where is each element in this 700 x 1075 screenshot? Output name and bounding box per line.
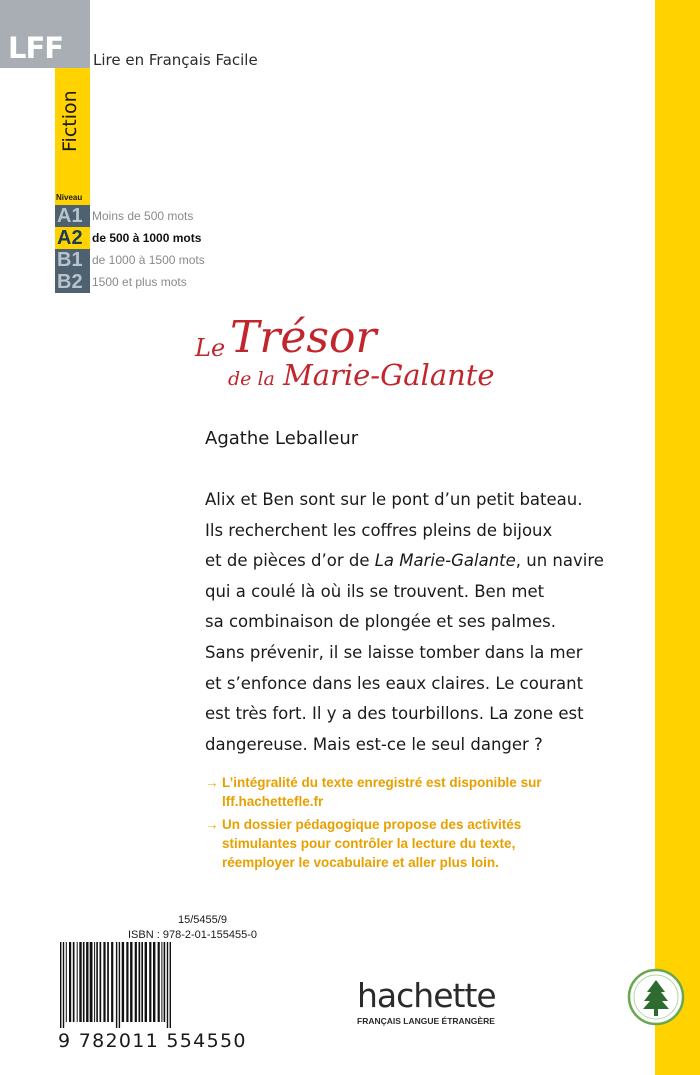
barcode-bar — [111, 942, 113, 1022]
title-main-word: Trésor — [230, 312, 377, 363]
bullet-line: réemployer le vocabulaire et aller plus loin. — [222, 855, 499, 870]
collection-name: Lire en Français Facile — [93, 51, 258, 69]
summary-line-part: et de pièces d’or de — [205, 551, 375, 571]
barcode-bar — [149, 942, 151, 1022]
isbn: ISBN : 978-2-01-155455-0 — [128, 929, 258, 941]
barcode-bar — [141, 942, 143, 1022]
barcode-bar — [167, 942, 168, 1028]
level-description: de 1000 à 1500 mots — [92, 253, 205, 267]
summary-line: est très fort. Il y a des tourbillons. La zone est — [205, 704, 584, 724]
level-code: A2 — [55, 227, 90, 249]
summary-line: dangereuse. Mais est-ce le seul danger ? — [205, 734, 543, 754]
summary-line: Ils recherchent les coffres pleins de bijoux — [205, 520, 553, 540]
barcode-bar — [119, 942, 120, 1028]
barcode-bar — [145, 942, 147, 1022]
barcode — [58, 942, 248, 1027]
barcode-bar — [122, 942, 124, 1022]
barcode-bar — [63, 942, 64, 1028]
barcode-bar — [126, 942, 128, 1022]
bullet-text — [222, 815, 521, 872]
barcode-bar — [96, 942, 98, 1022]
level-description: 1500 et plus mots — [92, 275, 187, 289]
barcode-bar — [153, 942, 155, 1022]
level-code: B2 — [55, 271, 90, 293]
barcode-bars — [58, 942, 248, 1028]
barcode-bar — [69, 942, 71, 1022]
bullet-line: stimulantes pour contrôler la lecture du texte, — [222, 836, 516, 851]
barcode-bar — [66, 942, 67, 1022]
publisher-tagline: FRANÇAIS LANGUE ÉTRANGÈRE — [357, 1016, 495, 1026]
level-description: Moins de 500 mots — [92, 209, 194, 223]
barcode-bar — [100, 942, 102, 1022]
summary-ship-title: La Marie-Galante — [374, 551, 516, 571]
barcode-bar — [161, 942, 162, 1022]
barcode-bar — [139, 942, 141, 1022]
collection-logo-box — [0, 0, 90, 68]
title-article: Le — [195, 334, 226, 362]
barcode-bar — [77, 942, 78, 1022]
barcode-bar — [73, 942, 75, 1022]
barcode-bar — [79, 942, 81, 1022]
author-name: Agathe Leballeur — [205, 428, 359, 449]
barcode-bar — [135, 942, 137, 1022]
barcode-bar — [103, 942, 105, 1022]
bullet-line: Un dossier pédagogique propose des activités — [222, 817, 522, 832]
bullet-link[interactable]: lff.hachettefle.fr — [222, 794, 324, 809]
barcode-bar — [164, 942, 166, 1022]
level-code: B1 — [55, 249, 90, 271]
level-row-b1 — [55, 249, 295, 272]
barcode-bar — [170, 942, 171, 1028]
bullet-text — [222, 773, 542, 811]
level-row-a2 — [55, 227, 295, 250]
barcode-bar — [116, 942, 117, 1028]
level-heading: Niveau — [56, 193, 83, 202]
barcode-bar — [86, 942, 88, 1022]
summary-line: Alix et Ben sont sur le pont d’un petit bateau. — [205, 490, 583, 509]
title-preposition: de la — [228, 368, 275, 390]
barcode-bar — [83, 942, 85, 1022]
barcode-bar — [90, 942, 93, 1022]
level-code: A1 — [55, 205, 90, 227]
summary-line: Sans prévenir, il se laisse tomber dans la mer — [205, 642, 583, 662]
back-cover-summary — [205, 485, 645, 760]
level-description: de 500 à 1000 mots — [92, 231, 202, 245]
summary-line — [205, 546, 645, 577]
level-row-a1 — [55, 205, 295, 228]
publisher-logo: hachette — [357, 976, 496, 1015]
summary-line: qui a coulé là où ils se trouvent. Ben met — [205, 581, 545, 601]
barcode-bar — [94, 942, 95, 1022]
book-codes — [128, 913, 257, 943]
barcode-bar — [130, 942, 132, 1022]
summary-line-part: , un navire — [515, 551, 604, 571]
title-ship-name: Marie-Galante — [283, 358, 495, 392]
collection-logo: LFF — [8, 31, 64, 65]
barcode-bar — [60, 942, 61, 1028]
reference-code: 15/5455/9 — [178, 914, 227, 926]
arrow-right-icon: → — [205, 817, 219, 832]
summary-line: sa combinaison de plongée et ses palmes. — [205, 612, 556, 632]
level-row-b2 — [55, 271, 295, 294]
right-decorative-band — [655, 0, 700, 1075]
arrow-right-icon: → — [205, 775, 219, 790]
barcode-number: 9 782011 554550 — [58, 1030, 247, 1052]
barcode-bar — [107, 942, 109, 1022]
tree-eco-icon — [627, 968, 685, 1026]
genre-label: Fiction — [59, 90, 81, 152]
summary-line: et s’enfonce dans les eaux claires. Le courant — [205, 673, 584, 693]
book-title — [195, 312, 615, 402]
bullet-line: L’intégralité du texte enregistré est disponible sur — [222, 775, 542, 790]
barcode-bar — [158, 942, 160, 1022]
